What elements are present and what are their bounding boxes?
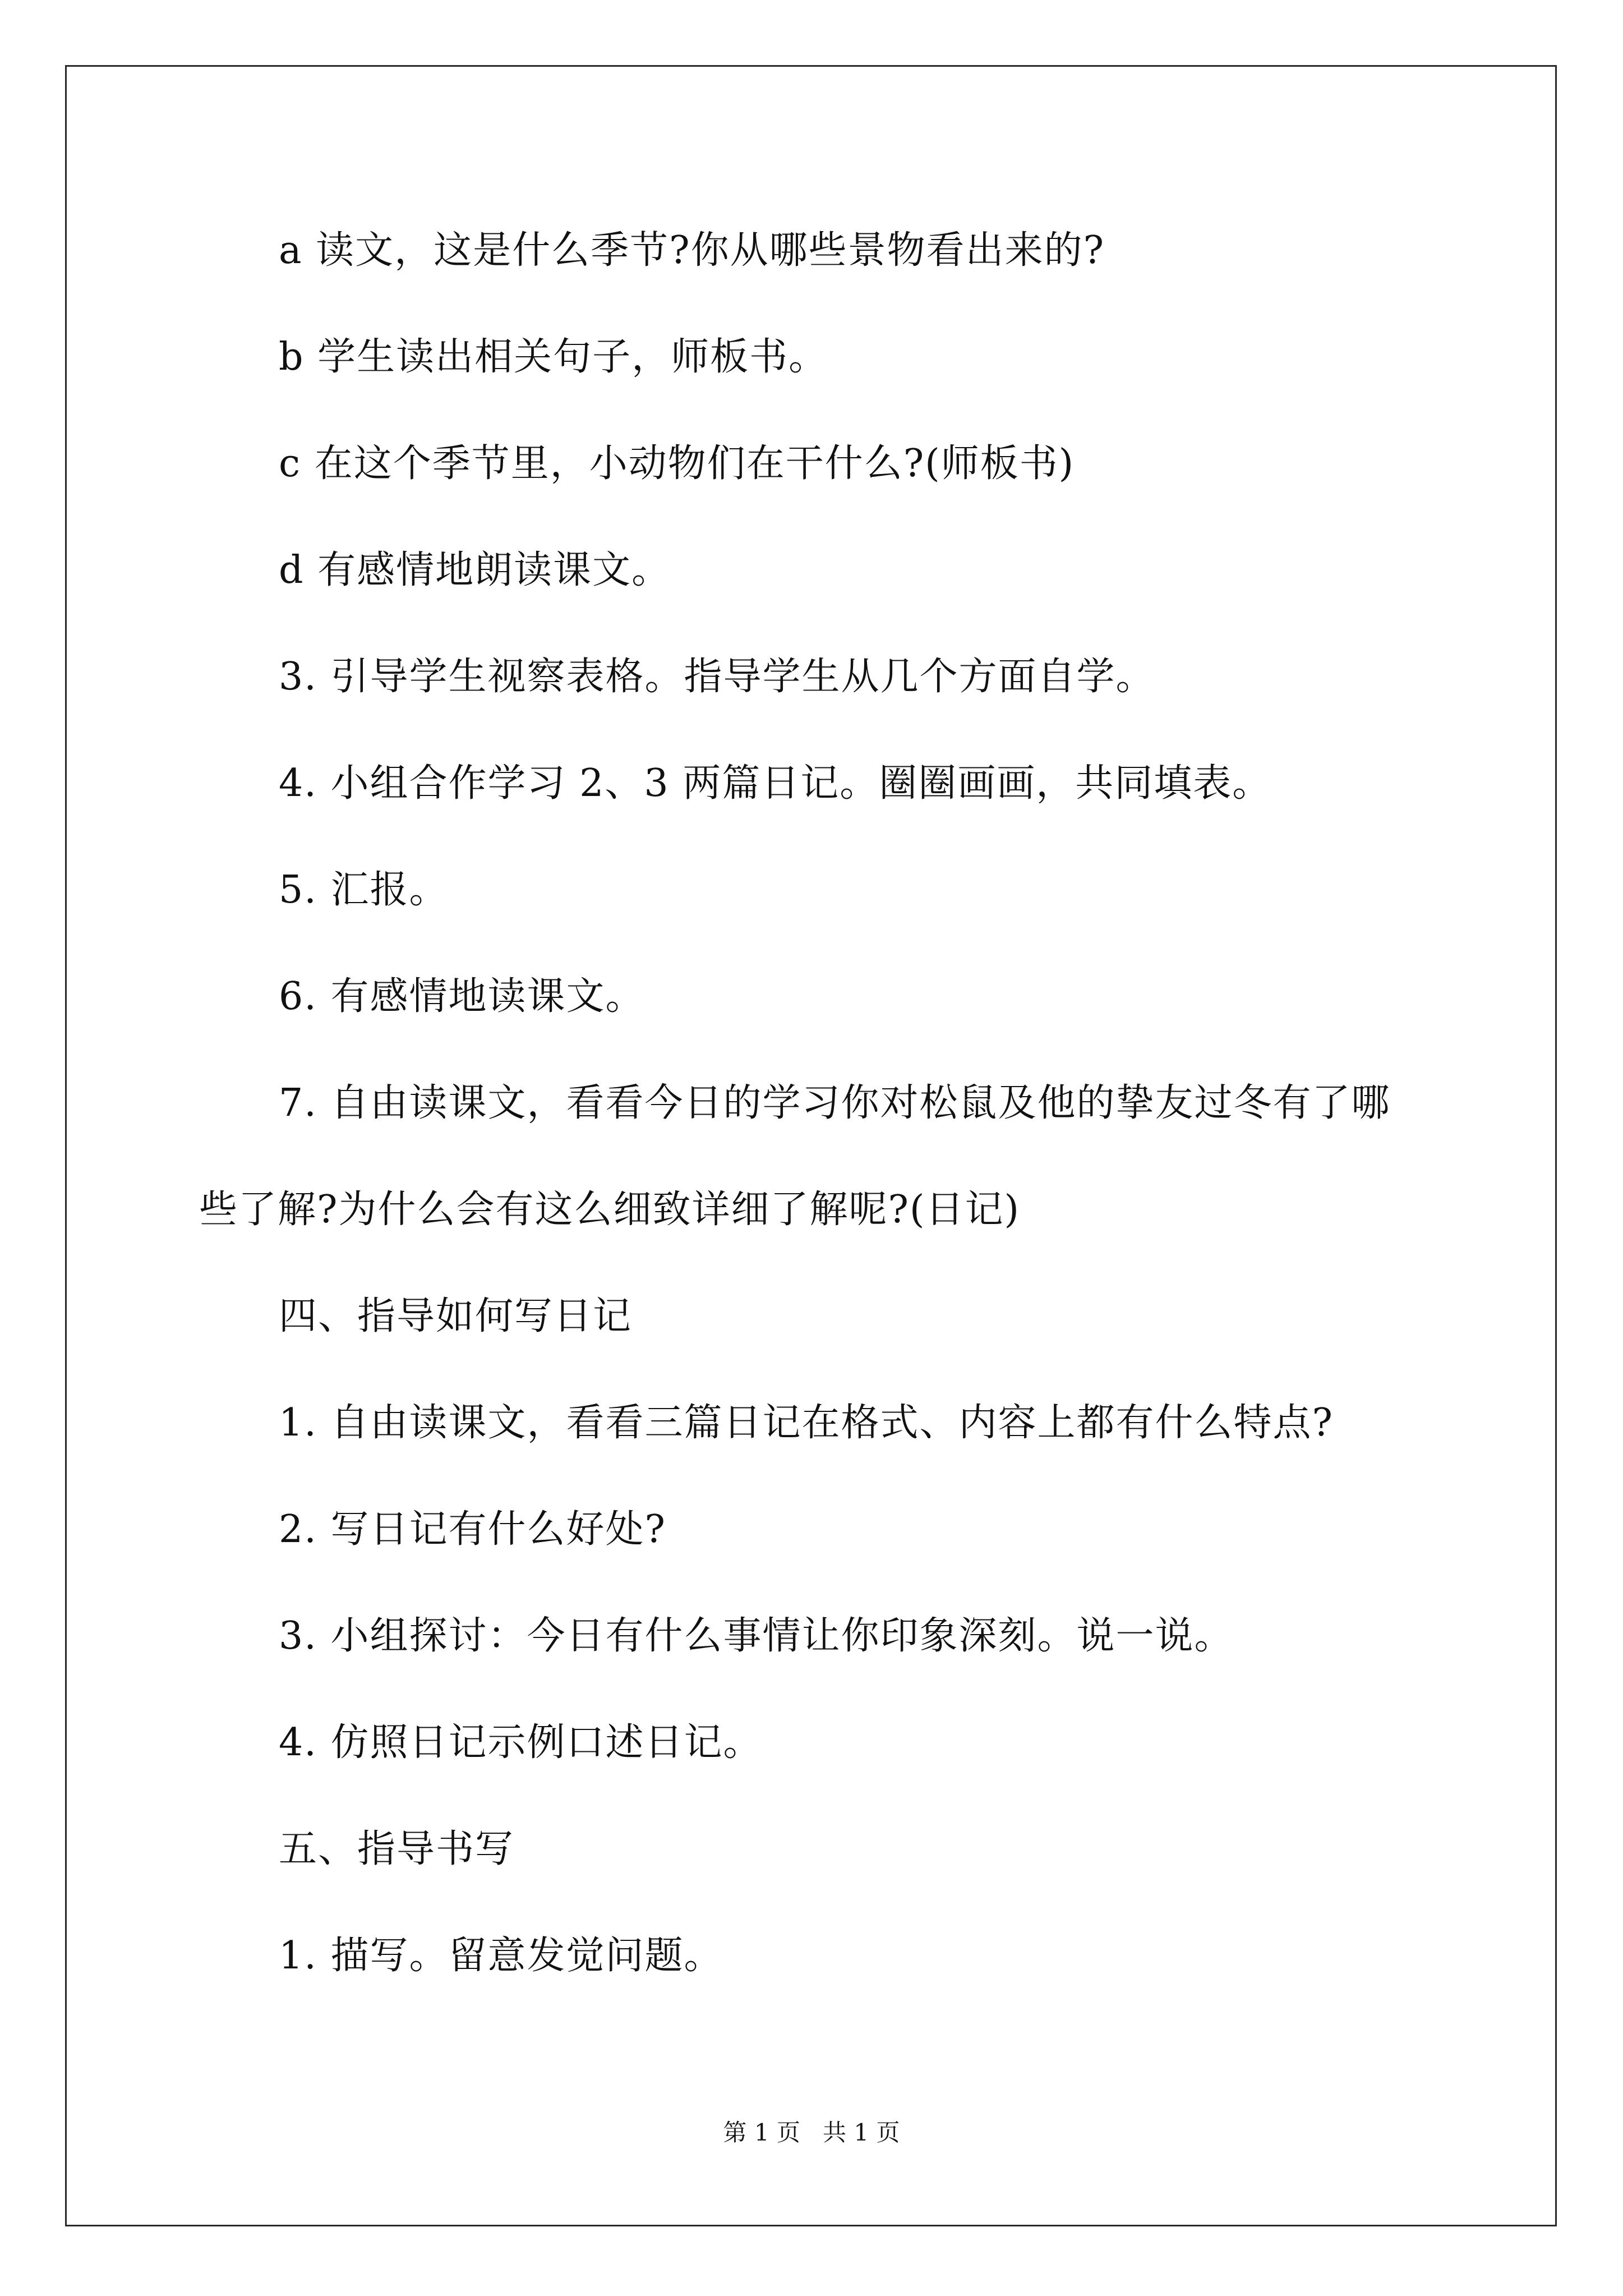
section-heading: 五、指导书写 (279, 1827, 515, 1871)
text-line: 3. 小组探讨：今日有什么事情让你印象深刻。说一说。 (279, 1614, 1234, 1658)
text-line: 6. 有感情地读课文。 (279, 974, 645, 1019)
text-line: 1. 描写。留意发觉问题。 (279, 1934, 723, 1978)
text-line-continuation: 些了解?为什么会有这么细致详细了解呢?(日记) (199, 1188, 1020, 1232)
text-line: 1. 自由读课文，看看三篇日记在格式、内容上都有什么特点? (279, 1401, 1334, 1445)
text-line: d 有感情地朗读课文。 (279, 548, 671, 592)
text-line: a 读文，这是什么季节?你从哪些景物看出来的? (279, 228, 1105, 273)
text-line: 5. 汇报。 (279, 868, 449, 912)
text-line: b 学生读出相关句子，师板书。 (279, 335, 828, 379)
text-line: 4. 小组合作学习 2、3 两篇日记。圈圈画画，共同填表。 (279, 761, 1272, 806)
text-line: 2. 写日记有什么好处? (279, 1507, 666, 1552)
section-heading: 四、指导如何写日记 (279, 1294, 633, 1338)
page-footer: 第 1 页 共 1 页 (723, 2119, 900, 2146)
text-line: c 在这个季节里，小动物们在干什么?(师板书) (279, 441, 1075, 486)
text-line: 7. 自由读课文，看看今日的学习你对松鼠及他的挚友过冬有了哪 (279, 1081, 1391, 1125)
text-line: 3. 引导学生视察表格。指导学生从几个方面自学。 (279, 655, 1155, 699)
page-border (65, 65, 1557, 2226)
text-line: 4. 仿照日记示例口述日记。 (279, 1720, 763, 1765)
